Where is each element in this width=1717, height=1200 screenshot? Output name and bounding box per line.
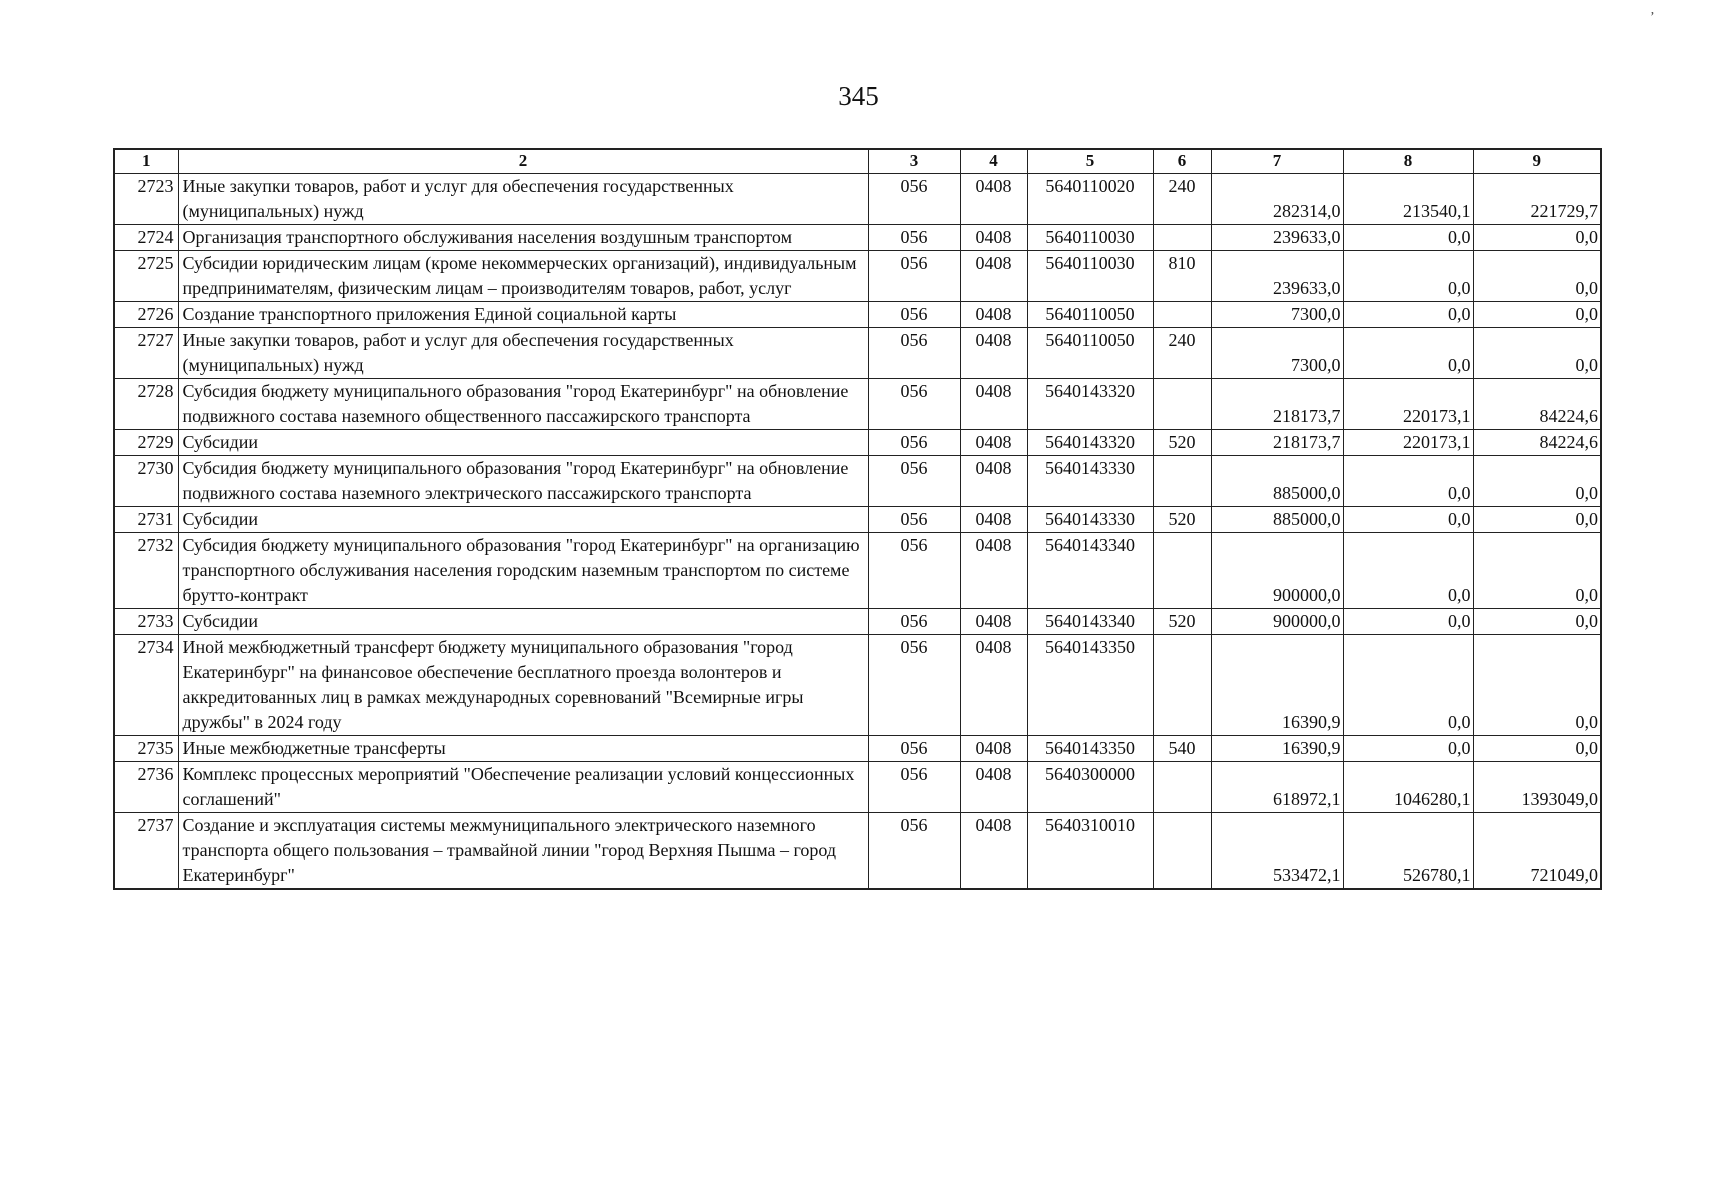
row-col-9: 0,0 — [1473, 635, 1601, 736]
row-col-5: 5640143330 — [1027, 456, 1153, 507]
row-name: Создание транспортного приложения Единой социальной карты — [178, 302, 868, 328]
row-number: 2730 — [114, 456, 178, 507]
row-col-6 — [1153, 302, 1211, 328]
budget-table — [113, 148, 1602, 890]
corner-mark: ʼ — [1650, 10, 1655, 25]
row-col-4: 0408 — [960, 302, 1027, 328]
row-col-4: 0408 — [960, 609, 1027, 635]
row-col-4: 0408 — [960, 635, 1027, 736]
table-row — [114, 533, 1601, 609]
row-number: 2724 — [114, 225, 178, 251]
row-number: 2731 — [114, 507, 178, 533]
row-col-9: 84224,6 — [1473, 379, 1601, 430]
row-col-4: 0408 — [960, 762, 1027, 813]
table-row — [114, 762, 1601, 813]
row-col-7: 900000,0 — [1211, 609, 1343, 635]
row-number: 2727 — [114, 328, 178, 379]
row-col-3: 056 — [868, 736, 960, 762]
row-col-3: 056 — [868, 762, 960, 813]
row-col-8: 213540,1 — [1343, 174, 1473, 225]
row-col-6 — [1153, 635, 1211, 736]
row-number: 2723 — [114, 174, 178, 225]
row-name: Иные закупки товаров, работ и услуг для обеспечения государственных (муниципальных) нужд — [178, 328, 868, 379]
row-col-7: 885000,0 — [1211, 507, 1343, 533]
row-col-6 — [1153, 762, 1211, 813]
header-col-9: 9 — [1473, 149, 1601, 174]
row-col-7: 218173,7 — [1211, 379, 1343, 430]
header-col-1: 1 — [114, 149, 178, 174]
row-col-8: 220173,1 — [1343, 379, 1473, 430]
row-col-4: 0408 — [960, 533, 1027, 609]
row-col-7: 900000,0 — [1211, 533, 1343, 609]
header-col-6: 6 — [1153, 149, 1211, 174]
row-col-5: 5640143330 — [1027, 507, 1153, 533]
row-col-4: 0408 — [960, 379, 1027, 430]
row-col-8: 220173,1 — [1343, 430, 1473, 456]
row-col-8: 0,0 — [1343, 456, 1473, 507]
table-row — [114, 430, 1601, 456]
row-number: 2734 — [114, 635, 178, 736]
row-name: Создание и эксплуатация системы межмуниципального электрического наземного транспорта общего пользования – трамвайной линии "город Верхняя Пышма – город Екатеринбург" — [178, 813, 868, 890]
row-col-5: 5640110050 — [1027, 328, 1153, 379]
row-col-3: 056 — [868, 302, 960, 328]
row-col-6 — [1153, 379, 1211, 430]
row-col-8: 0,0 — [1343, 225, 1473, 251]
header-col-4: 4 — [960, 149, 1027, 174]
row-col-5: 5640143350 — [1027, 736, 1153, 762]
row-col-3: 056 — [868, 507, 960, 533]
row-col-6: 520 — [1153, 430, 1211, 456]
row-col-3: 056 — [868, 635, 960, 736]
table-row — [114, 302, 1601, 328]
row-number: 2725 — [114, 251, 178, 302]
row-col-3: 056 — [868, 609, 960, 635]
row-col-8: 0,0 — [1343, 328, 1473, 379]
row-col-3: 056 — [868, 251, 960, 302]
table-row — [114, 456, 1601, 507]
table-row — [114, 251, 1601, 302]
row-name: Комплекс процессных мероприятий "Обеспечение реализации условий концессионных соглашений" — [178, 762, 868, 813]
row-name: Иные закупки товаров, работ и услуг для обеспечения государственных (муниципальных) нужд — [178, 174, 868, 225]
row-col-9: 221729,7 — [1473, 174, 1601, 225]
row-col-6: 540 — [1153, 736, 1211, 762]
row-number: 2737 — [114, 813, 178, 890]
row-col-4: 0408 — [960, 736, 1027, 762]
row-col-7: 16390,9 — [1211, 736, 1343, 762]
header-col-7: 7 — [1211, 149, 1343, 174]
row-name: Субсидии — [178, 507, 868, 533]
row-col-3: 056 — [868, 533, 960, 609]
table-row — [114, 225, 1601, 251]
row-col-3: 056 — [868, 379, 960, 430]
row-col-9: 0,0 — [1473, 736, 1601, 762]
row-col-6 — [1153, 813, 1211, 890]
header-col-5: 5 — [1027, 149, 1153, 174]
row-col-9: 0,0 — [1473, 456, 1601, 507]
row-number: 2729 — [114, 430, 178, 456]
row-col-8: 0,0 — [1343, 533, 1473, 609]
row-col-4: 0408 — [960, 328, 1027, 379]
row-col-5: 5640110020 — [1027, 174, 1153, 225]
row-col-9: 721049,0 — [1473, 813, 1601, 890]
row-col-4: 0408 — [960, 225, 1027, 251]
row-col-9: 0,0 — [1473, 302, 1601, 328]
row-col-5: 5640143350 — [1027, 635, 1153, 736]
row-col-3: 056 — [868, 813, 960, 890]
row-col-5: 5640310010 — [1027, 813, 1153, 890]
header-col-3: 3 — [868, 149, 960, 174]
row-col-6: 520 — [1153, 507, 1211, 533]
row-col-7: 282314,0 — [1211, 174, 1343, 225]
row-number: 2736 — [114, 762, 178, 813]
row-col-9: 0,0 — [1473, 328, 1601, 379]
row-col-7: 7300,0 — [1211, 328, 1343, 379]
table-row — [114, 635, 1601, 736]
row-col-9: 0,0 — [1473, 251, 1601, 302]
row-number: 2726 — [114, 302, 178, 328]
row-name: Субсидия бюджету муниципального образования "город Екатеринбург" на обновление подвижного состава наземного общественного пассажирского транспорта — [178, 379, 868, 430]
row-col-5: 5640110030 — [1027, 225, 1153, 251]
row-col-4: 0408 — [960, 251, 1027, 302]
row-col-8: 0,0 — [1343, 251, 1473, 302]
row-name: Организация транспортного обслуживания населения воздушным транспортом — [178, 225, 868, 251]
row-col-7: 885000,0 — [1211, 456, 1343, 507]
row-col-3: 056 — [868, 174, 960, 225]
row-col-4: 0408 — [960, 456, 1027, 507]
row-col-7: 16390,9 — [1211, 635, 1343, 736]
row-name: Субсидии — [178, 430, 868, 456]
row-col-3: 056 — [868, 430, 960, 456]
header-col-2: 2 — [178, 149, 868, 174]
row-col-6: 240 — [1153, 328, 1211, 379]
row-name: Субсидии — [178, 609, 868, 635]
row-col-8: 0,0 — [1343, 507, 1473, 533]
row-col-7: 218173,7 — [1211, 430, 1343, 456]
row-col-5: 5640110050 — [1027, 302, 1153, 328]
row-col-7: 239633,0 — [1211, 225, 1343, 251]
row-col-9: 0,0 — [1473, 533, 1601, 609]
row-col-3: 056 — [868, 225, 960, 251]
page-number: 345 — [838, 81, 879, 111]
table-row — [114, 507, 1601, 533]
table-row — [114, 609, 1601, 635]
row-col-9: 1393049,0 — [1473, 762, 1601, 813]
row-col-9: 84224,6 — [1473, 430, 1601, 456]
row-col-3: 056 — [868, 328, 960, 379]
row-col-6 — [1153, 533, 1211, 609]
row-number: 2728 — [114, 379, 178, 430]
row-number: 2732 — [114, 533, 178, 609]
row-col-8: 0,0 — [1343, 635, 1473, 736]
row-col-8: 0,0 — [1343, 302, 1473, 328]
row-col-8: 0,0 — [1343, 609, 1473, 635]
row-col-8: 0,0 — [1343, 736, 1473, 762]
header-col-8: 8 — [1343, 149, 1473, 174]
row-col-6: 810 — [1153, 251, 1211, 302]
row-col-9: 0,0 — [1473, 507, 1601, 533]
row-col-4: 0408 — [960, 507, 1027, 533]
row-col-7: 618972,1 — [1211, 762, 1343, 813]
row-col-6 — [1153, 225, 1211, 251]
row-col-3: 056 — [868, 456, 960, 507]
table-row — [114, 736, 1601, 762]
row-col-7: 533472,1 — [1211, 813, 1343, 890]
row-col-5: 5640143340 — [1027, 609, 1153, 635]
row-col-6 — [1153, 456, 1211, 507]
row-col-4: 0408 — [960, 813, 1027, 890]
table-row — [114, 379, 1601, 430]
row-col-4: 0408 — [960, 430, 1027, 456]
row-col-5: 5640143320 — [1027, 379, 1153, 430]
row-col-4: 0408 — [960, 174, 1027, 225]
row-name: Субсидия бюджету муниципального образования "город Екатеринбург" на обновление подвижного состава наземного электрического пассажирского транспорта — [178, 456, 868, 507]
row-name: Субсидия бюджету муниципального образования "город Екатеринбург" на организацию транспортного обслуживания населения городским наземным транспортом по системе брутто-контракт — [178, 533, 868, 609]
row-name: Иной межбюджетный трансферт бюджету муниципального образования "город Екатеринбург" на финансовое обеспечение бесплатного проезда волонтеров и аккредитованных лиц в рамках международных соревнований "Всемирные игры дружбы" в 2024 году — [178, 635, 868, 736]
table-header-row — [114, 149, 1601, 174]
row-col-9: 0,0 — [1473, 609, 1601, 635]
row-col-5: 5640110030 — [1027, 251, 1153, 302]
row-col-6: 520 — [1153, 609, 1211, 635]
row-number: 2735 — [114, 736, 178, 762]
table-body — [114, 174, 1601, 890]
row-name: Субсидии юридическим лицам (кроме некоммерческих организаций), индивидуальным предпринимателям, физическим лицам – производителям товаров, работ, услуг — [178, 251, 868, 302]
row-col-6: 240 — [1153, 174, 1211, 225]
row-col-7: 7300,0 — [1211, 302, 1343, 328]
row-col-5: 5640143320 — [1027, 430, 1153, 456]
table-row — [114, 174, 1601, 225]
row-col-9: 0,0 — [1473, 225, 1601, 251]
row-name: Иные межбюджетные трансферты — [178, 736, 868, 762]
row-col-7: 239633,0 — [1211, 251, 1343, 302]
row-col-8: 1046280,1 — [1343, 762, 1473, 813]
row-number: 2733 — [114, 609, 178, 635]
table-row — [114, 328, 1601, 379]
table-row — [114, 813, 1601, 890]
row-col-8: 526780,1 — [1343, 813, 1473, 890]
row-col-5: 5640143340 — [1027, 533, 1153, 609]
row-col-5: 5640300000 — [1027, 762, 1153, 813]
